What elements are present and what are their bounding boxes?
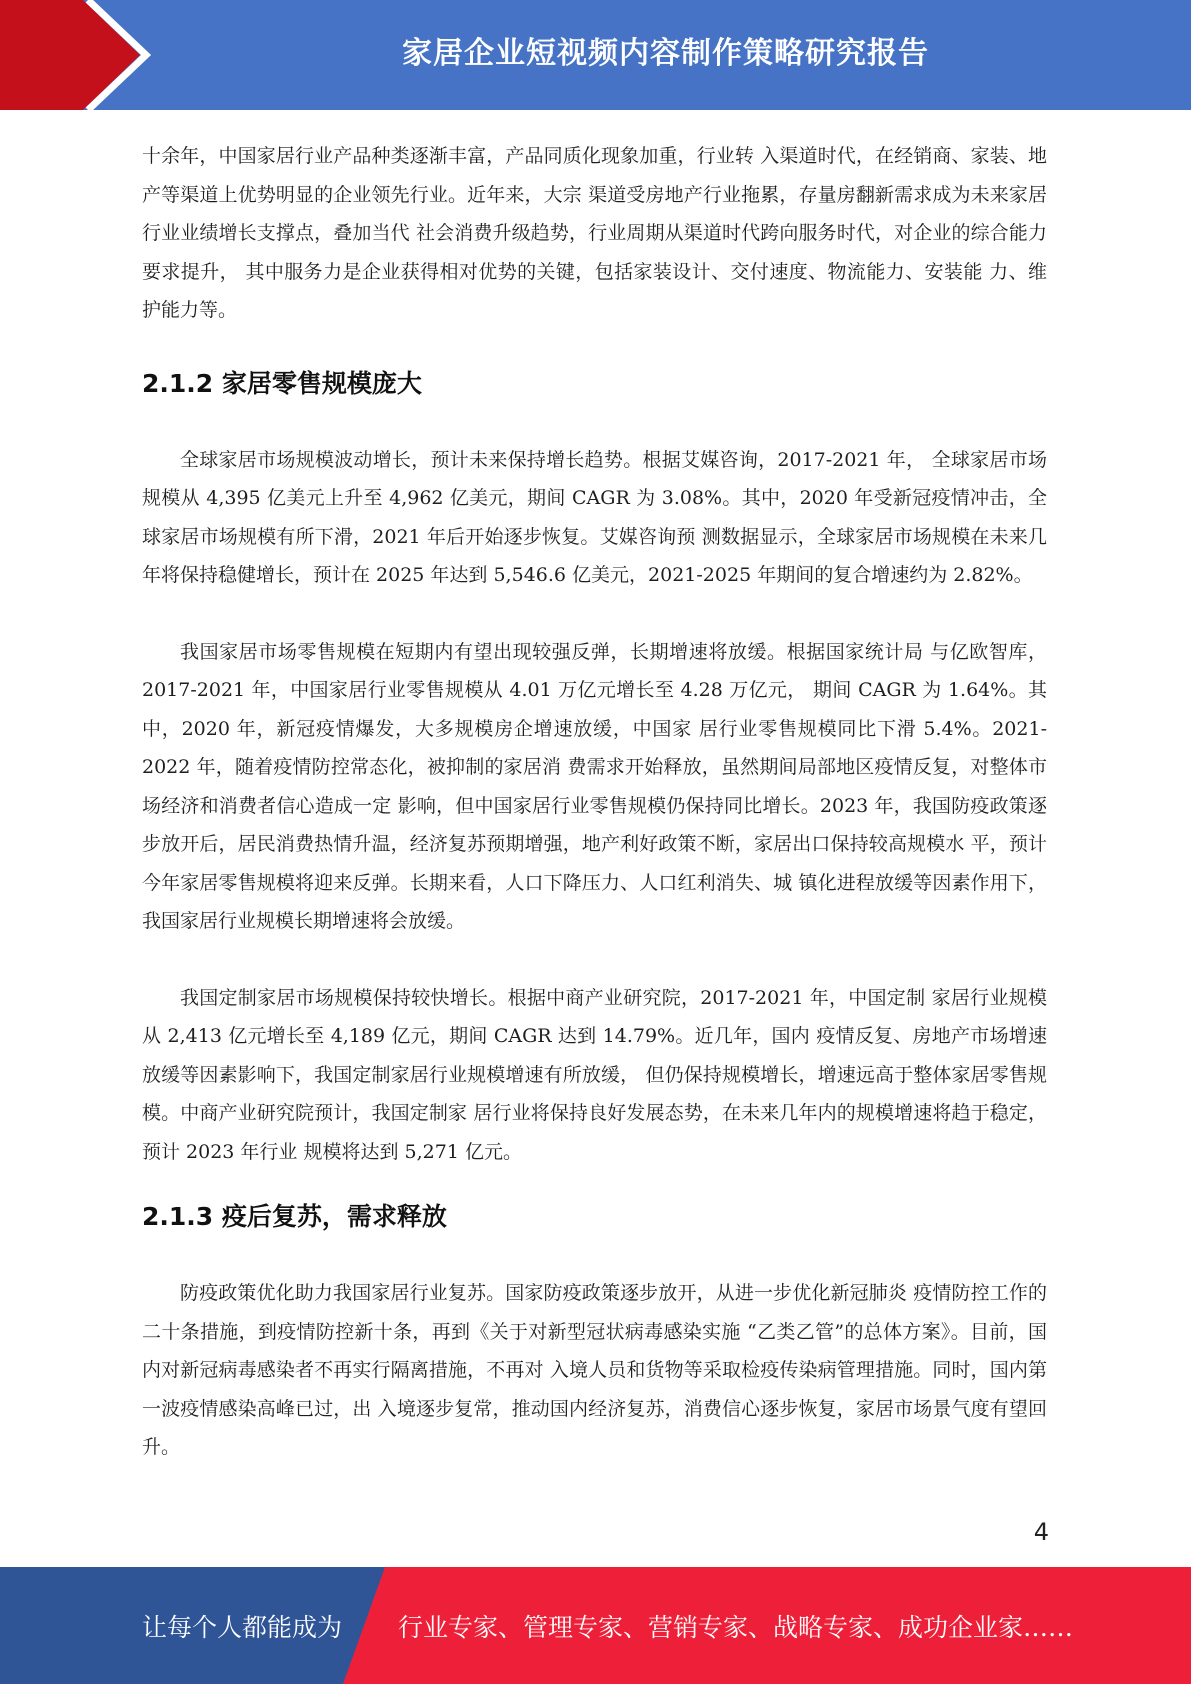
paragraph-recovery: 防疫政策优化助力我国家居行业复苏。国家防疫政策逐步放开，从进一步优化新冠肺炎 疫情防控工作的二十条措施，到疫情防控新十条，再到《关于对新型冠状病毒感染实施 “乙类乙管”的总体方案》。目前，国内对新冠病毒感染者不再实行隔离措施，不再对 入境人员和货物等采取检疫传染病管理措施。同时，国内第一波疫情感染高峰已过，出 入境逐步复常，推动国内经济复苏，消费信心逐步恢复，家居市场景气度有望回升。: [142, 1282, 1047, 1458]
page-header: [0, 0, 1191, 110]
footer-slogan-right: 行业专家、管理专家、营销专家、战略专家、成功企业家……: [398, 1612, 1074, 1642]
document-body: [142, 130, 1047, 1467]
intro-paragraph: 十余年，中国家居行业产品种类逐渐丰富，产品同质化现象加重，行业转 入渠道时代，在经销商、家装、地产等渠道上优势明显的企业领先行业。近年来，大宗 渠道受房地产行业拖累，存量房翻新需求成为未来家居行业业绩增长支撑点，叠加当代 社会消费升级趋势，行业周期从渠道时代跨向服务时代，对企业的综合能力要求提升， 其中服务力是企业获得相对优势的关键，包括家装设计、交付速度、物流能力、安装能 力、维护能力等。: [142, 145, 1047, 321]
section-heading-2-1-3: 2.1.3 疫后复苏，需求释放: [142, 1202, 447, 1231]
paragraph-china-retail: 我国家居市场零售规模在短期内有望出现较强反弹，长期增速将放缓。根据国家统计局 与亿欧智库，2017-2021 年，中国家居行业零售规模从 4.01 万亿元增长至 4.28 万亿元， 期间 CAGR 为 1.64%。其中，2020 年，新冠疫情爆发，大多规模房企增速放缓，中国家 居行业零售规模同比下滑 5.4%。2021-2022 年，随着疫情防控常态化，被抑制的家居消 费需求开始释放，虽然期间局部地区疫情反复，对整体市场经济和消费者信心造成一定 影响，但中国家居行业零售规模仍保持同比增长。2023 年，我国防疫政策逐步放开后，居民消费热情升温，经济复苏预期增强，地产利好政策不断，家居出口保持较高规模水 平，预计今年家居零售规模将迎来反弹。长期来看，人口下降压力、人口红利消失、城 镇化进程放缓等因素作用下，我国家居行业规模长期增速将会放缓。: [142, 640, 1047, 932]
section-heading-2-1-2: 2.1.2 家居零售规模庞大: [142, 368, 422, 398]
report-title: 家居企业短视频内容制作策略研究报告: [402, 36, 929, 71]
page-number: 4: [1033, 1518, 1049, 1546]
paragraph-global-market: 全球家居市场规模波动增长，预计未来保持增长趋势。根据艾媒咨询，2017-2021 年， 全球家居市场规模从 4,395 亿美元上升至 4,962 亿美元，期间 CAGR 为 3.08%。其中，2020 年受新冠疫情冲击，全球家居市场规模有所下滑，2021 年后开始逐步恢复。艾媒咨询预 测数据显示，全球家居市场规模在未来几年将保持稳健增长，预计在 2025 年达到 5,546.6 亿美元，2021-2025 年期间的复合增速约为 2.82%。: [142, 448, 1047, 586]
paragraph-custom-furniture: 我国定制家居市场规模保持较快增长。根据中商产业研究院，2017-2021 年，中国定制 家居行业规模从 2,413 亿元增长至 4,189 亿元，期间 CAGR 达到 14.79%。近几年，国内 疫情反复、房地产市场增速放缓等因素影响下，我国定制家居行业规模增速有所放缓， 但仍保持规模增长，增速远高于整体家居零售规模。中商产业研究院预计，我国定制家 居行业将保持良好发展态势，在未来几年内的规模增速将趋于稳定，预计 2023 年行业 规模将达到 5,271 亿元。: [142, 986, 1047, 1163]
page-footer: [0, 1567, 1191, 1684]
footer-slogan-left: 让每个人都能成为: [142, 1612, 343, 1642]
